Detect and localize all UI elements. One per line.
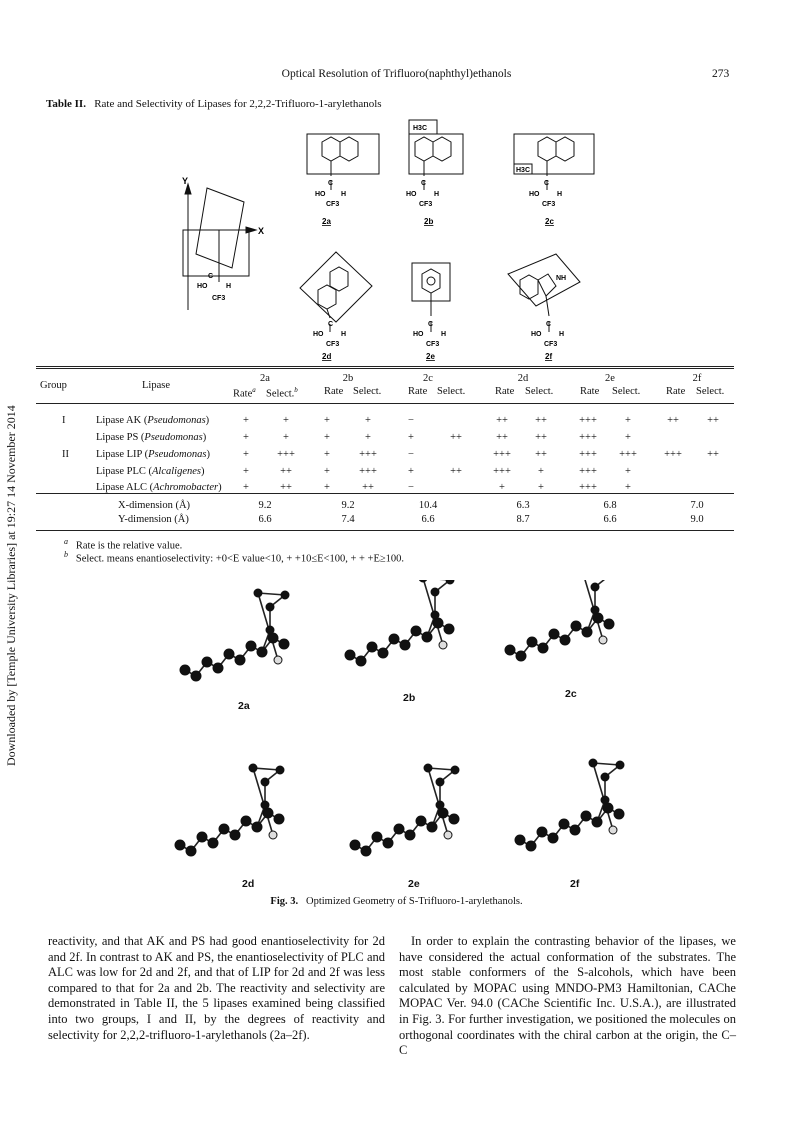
atom	[601, 796, 609, 804]
table-cell: +	[365, 432, 371, 443]
atom	[593, 613, 603, 623]
atom	[266, 603, 274, 611]
table-cell: +++	[664, 449, 682, 460]
atom	[548, 833, 558, 843]
page-number: 273	[712, 68, 730, 80]
atom	[378, 648, 388, 658]
h-label: H	[557, 191, 563, 198]
download-note-text: Downloaded by [Temple University Libraries] at 19:27 14 November 2014	[4, 405, 18, 766]
ho-label: HO	[531, 331, 542, 338]
table-cell: ++	[535, 415, 547, 426]
dimension-value: 9.0	[690, 514, 704, 525]
table-cell: +++	[493, 449, 511, 460]
h-label: H	[434, 191, 440, 198]
cf3-label: CF3	[542, 201, 556, 208]
body-left-column	[48, 934, 385, 1043]
row-lipase	[96, 449, 210, 460]
atom	[405, 830, 415, 840]
c-label: C	[328, 180, 334, 187]
atom	[591, 606, 599, 614]
axis-ho-label: HO	[197, 283, 208, 290]
head-lipase: Lipase	[142, 380, 170, 391]
head-select-2b: Select.	[353, 386, 382, 397]
ho-label: HO	[315, 191, 326, 198]
head-rate-2f: Rate	[666, 386, 686, 397]
atom	[367, 642, 377, 652]
atom	[356, 656, 366, 666]
h-label: H	[341, 191, 347, 198]
axis-c-label: C	[208, 273, 214, 280]
table-rule-top-2	[36, 368, 734, 369]
head-compound-2f: 2f	[692, 373, 702, 384]
table-cell: +++	[579, 432, 597, 443]
table-cell: +	[243, 432, 249, 443]
atom	[269, 831, 277, 839]
atom	[444, 831, 452, 839]
atom	[276, 766, 284, 774]
atom	[422, 632, 432, 642]
table-rule-dims	[36, 493, 734, 494]
table-cell: ++	[450, 432, 462, 443]
ho-label: HO	[529, 191, 540, 198]
atom	[416, 816, 426, 826]
head-group: Group	[40, 380, 67, 391]
atom	[208, 838, 218, 848]
dimension-value: 7.0	[690, 500, 704, 511]
head-rate-text: Rate	[233, 388, 253, 400]
table-cell: +	[625, 415, 631, 426]
dimension-value: 10.4	[418, 500, 438, 511]
atom	[505, 645, 515, 655]
atom	[571, 621, 581, 631]
atom	[582, 627, 592, 637]
atom	[274, 656, 282, 664]
structure-2d-labels	[313, 321, 346, 348]
table-cell: ++	[496, 432, 508, 443]
dimension-value: 6.6	[421, 514, 435, 525]
structure-2e-labels	[413, 321, 446, 348]
dimension-value: 6.8	[603, 500, 617, 511]
dimension-value: 6.3	[516, 500, 530, 511]
atom	[197, 832, 207, 842]
atom	[427, 822, 437, 832]
atom	[527, 637, 537, 647]
lipase-close: )	[206, 449, 210, 460]
table-cell: +	[283, 415, 289, 426]
body-left-text: reactivity, and that AK and PS had good enantioselectivity for 2d and 2f. In contrast to AK and PS, the enantioselectivity of PLC and ALC was low for 2d and 2f, and that of LIP for 2d and 2f was less compared to that for 2a and 2b. The reactivity and selectivity are demonstrated in Table II, the 5 lipases examined being classified into two groups, I and II, by the degrees of reactivity and selectivity for 2,2,2-trifluoro-1-arylethanols (2a–2f).	[48, 934, 385, 1042]
cf3-label: CF3	[326, 341, 340, 348]
molecule-3-model	[505, 580, 614, 661]
h-label: H	[341, 331, 347, 338]
figure-caption-text: Optimized Geometry of S-Trifluoro-1-arylethanols.	[306, 896, 523, 907]
head-select-2a	[266, 386, 298, 400]
atom	[219, 824, 229, 834]
atom	[394, 824, 404, 834]
atom	[609, 826, 617, 834]
footnote-b	[64, 550, 404, 565]
footnote-b-text: Select. means enantioselectivity: +0<E value<10, + +10≤E<100, + + +E≥100.	[75, 553, 405, 565]
atom	[400, 640, 410, 650]
lipase-organism: Pseudomonas	[147, 415, 206, 426]
atom	[444, 624, 454, 634]
c-label: C	[544, 180, 550, 187]
atom	[537, 827, 547, 837]
atom	[614, 809, 624, 819]
atom	[604, 619, 614, 629]
table-caption-text: Rate and Selectivity of Lipases for 2,2,2-Trifluoro-1-arylethanols	[94, 98, 382, 110]
atom	[261, 801, 269, 809]
axis-h-label: H	[226, 283, 232, 290]
lipase-name: Lipase PLC (	[96, 466, 152, 477]
atom	[180, 665, 190, 675]
atom	[261, 778, 269, 786]
atom	[436, 778, 444, 786]
molecule-6-model	[515, 759, 624, 851]
lipase-close: )	[202, 432, 207, 443]
structure-2a-label: 2a	[322, 217, 331, 226]
table-cell: ++	[450, 466, 462, 477]
atom	[191, 671, 201, 681]
atom	[268, 633, 278, 643]
row-lipase	[96, 466, 204, 477]
dimension-value: 6.6	[258, 514, 272, 525]
lipase-close: )	[218, 482, 222, 493]
axis-cf3-label: CF3	[212, 295, 226, 302]
atom	[241, 816, 251, 826]
dimension-value: 6.6	[603, 514, 617, 525]
atom	[446, 580, 454, 584]
table-cell: ++	[362, 482, 374, 493]
structure-2c-methyl: H3C	[516, 167, 531, 174]
head-select-text: Select.	[266, 388, 295, 400]
atom	[603, 803, 613, 813]
ho-label: HO	[406, 191, 417, 198]
table-cell: −	[408, 449, 414, 460]
head-compound-2c: 2c	[423, 373, 433, 384]
atom	[592, 817, 602, 827]
molecule-2-model	[345, 580, 454, 666]
row-lipase	[96, 482, 222, 493]
structure-2f-nh: NH	[556, 275, 567, 282]
h-label: H	[559, 331, 565, 338]
axis-x-label: X	[258, 226, 265, 236]
atom	[591, 583, 599, 591]
structure-2f-labels	[531, 321, 564, 348]
atom	[372, 832, 382, 842]
structures-figure	[0, 110, 793, 365]
dimension-label: Y-dimension (Å)	[118, 514, 189, 525]
table-cell: +	[324, 449, 330, 460]
molecule-4-model	[175, 764, 284, 856]
footnote-a-mark: a	[64, 537, 68, 546]
structure-2a-labels	[315, 180, 346, 208]
head-rate-2e: Rate	[580, 386, 600, 397]
table-cell: ++	[535, 432, 547, 443]
atom	[538, 643, 548, 653]
table-cell: ++	[496, 415, 508, 426]
atom	[515, 835, 525, 845]
atom	[601, 773, 609, 781]
figure-label: Fig. 3.	[270, 896, 299, 907]
head-select-2d: Select.	[525, 386, 554, 397]
dimension-value: 8.7	[516, 514, 530, 525]
optimized-geometry-figure	[0, 580, 793, 890]
table-cell: +++	[277, 449, 295, 460]
atom	[526, 841, 536, 851]
ho-label: HO	[413, 331, 424, 338]
h-label: H	[441, 331, 447, 338]
structure-2d-label: 2d	[322, 352, 332, 361]
atom	[350, 840, 360, 850]
atom	[186, 846, 196, 856]
table-cell: +++	[359, 466, 377, 477]
dimension-label: X-dimension (Å)	[118, 500, 191, 511]
head-select-2c: Select.	[437, 386, 466, 397]
table-cell: +++	[493, 466, 511, 477]
atom	[549, 629, 559, 639]
head-compound-2d: 2d	[517, 373, 529, 384]
atom	[345, 650, 355, 660]
lipase-close: )	[205, 415, 210, 426]
table-rule-mid	[36, 403, 734, 404]
atom	[589, 759, 597, 767]
table-cell: +++	[359, 449, 377, 460]
atom	[266, 626, 274, 634]
table-cell: +	[408, 432, 414, 443]
c-label: C	[546, 321, 552, 328]
atom	[433, 618, 443, 628]
structure-2b-labels	[406, 180, 439, 208]
dimension-value: 9.2	[258, 500, 272, 511]
coordinate-axes	[183, 184, 256, 310]
axis-group	[197, 273, 231, 302]
dimension-value: 9.2	[341, 500, 355, 511]
table-cell: ++	[707, 449, 719, 460]
table-label: Table II.	[46, 98, 86, 110]
atom	[559, 819, 569, 829]
atom	[252, 822, 262, 832]
row-lipase	[96, 415, 209, 426]
atom	[257, 647, 267, 657]
table-cell: +	[243, 415, 249, 426]
table-cell: +	[324, 466, 330, 477]
lipase-organism: Alcaligenes	[152, 466, 201, 477]
cf3-label: CF3	[544, 341, 558, 348]
structure-2f-label: 2f	[545, 352, 553, 361]
row-lipase	[96, 432, 206, 443]
atom	[279, 639, 289, 649]
table-cell: ++	[707, 415, 719, 426]
atom	[274, 814, 284, 824]
table-cell: +	[625, 482, 631, 493]
table-cell: +++	[579, 466, 597, 477]
structure-2f	[508, 254, 580, 332]
atom	[389, 634, 399, 644]
molecule-models	[175, 580, 624, 856]
c-label: C	[421, 180, 427, 187]
atom	[599, 636, 607, 644]
head-rate-2c: Rate	[408, 386, 428, 397]
molecule-1-model	[180, 589, 289, 681]
atom	[175, 840, 185, 850]
molecule-2b-label: 2b	[403, 692, 416, 704]
atom	[436, 801, 444, 809]
table-cell: +++	[619, 449, 637, 460]
atom	[411, 626, 421, 636]
lipase-organism: Achromobacter	[153, 482, 219, 493]
table-cell: +	[365, 415, 371, 426]
table-cell: +	[538, 466, 544, 477]
atom	[516, 651, 526, 661]
atom	[451, 766, 459, 774]
running-title: Optical Resolution of Trifluoro(naphthyl)ethanols	[281, 68, 512, 80]
structure-2b-methyl: H3C	[413, 125, 428, 132]
table-cell: ++	[667, 415, 679, 426]
cf3-label: CF3	[419, 201, 433, 208]
head-rate-2a	[233, 386, 256, 400]
atom	[202, 657, 212, 667]
table-cell: +	[324, 482, 330, 493]
atom	[570, 825, 580, 835]
structure-2c	[514, 134, 594, 190]
head-select-2e: Select.	[612, 386, 641, 397]
atom	[419, 580, 427, 582]
table-caption	[46, 98, 382, 110]
molecule-2e-label: 2e	[408, 878, 420, 890]
footnote-mark-b: b	[294, 386, 298, 394]
table-cell: ++	[280, 482, 292, 493]
atom	[581, 811, 591, 821]
body-right-text: In order to explain the contrasting behavior of the lipases, we have considered the actual conformation of the substrates. The most stable conformers of the S-alcohols, which have been calculated by MOPAC using MNDO-PM3 Hamiltonian, CAChe MOPAC Ver. 94.0 (CAChe Scientific Inc. U.S.A.), are illustrated in Fig. 3. For further investigation, we positioned the molecules on orthogonal coordinates with the chiral carbon at the origin, the C–C	[399, 934, 736, 1058]
table-cell: +	[324, 415, 330, 426]
molecule-2a-label: 2a	[238, 700, 250, 712]
row-group: II	[62, 449, 69, 460]
head-compound-2a: 2a	[260, 373, 270, 384]
table-cell: +	[243, 482, 249, 493]
atom	[431, 588, 439, 596]
table-cell: ++	[535, 449, 547, 460]
lipase-name: Lipase LIP (	[96, 449, 149, 460]
structure-2c-label: 2c	[545, 217, 554, 226]
structure-2e-label: 2e	[426, 352, 435, 361]
head-compound-2e: 2e	[605, 373, 615, 384]
atom	[439, 641, 447, 649]
table-cell: +	[324, 432, 330, 443]
footnote-mark-a: a	[252, 386, 256, 394]
table-rule-top	[36, 366, 734, 367]
table-cell: +	[538, 482, 544, 493]
head-rate-2d: Rate	[495, 386, 515, 397]
body-right-column	[399, 934, 736, 1059]
head-rate-2b: Rate	[324, 386, 344, 397]
structure-2c-labels	[529, 180, 562, 208]
structure-2a	[307, 134, 379, 190]
structure-2b-label: 2b	[424, 217, 434, 226]
lipase-name: Lipase ALC (	[96, 482, 154, 493]
table-cell: +	[283, 432, 289, 443]
axis-y-label: Y	[182, 176, 189, 186]
atom	[383, 838, 393, 848]
molecule-5-model	[350, 764, 459, 856]
atom	[254, 589, 262, 597]
structure-2d	[300, 252, 372, 332]
table-cell: +	[243, 449, 249, 460]
c-label: C	[428, 321, 434, 328]
table-cell: −	[408, 415, 414, 426]
atom	[246, 641, 256, 651]
dimension-value: 7.4	[341, 514, 355, 525]
cf3-label: CF3	[326, 201, 340, 208]
head-select-2f: Select.	[696, 386, 725, 397]
table-cell: ++	[280, 466, 292, 477]
table-cell: +	[625, 432, 631, 443]
table-cell: −	[408, 482, 414, 493]
lipase-organism: Pseudomonas	[144, 432, 203, 443]
atom	[224, 649, 234, 659]
atom	[438, 808, 448, 818]
atom	[235, 655, 245, 665]
atom	[230, 830, 240, 840]
table-rule-bottom	[36, 530, 734, 531]
lipase-organism: Pseudomonas	[148, 449, 207, 460]
table-cell: +++	[579, 415, 597, 426]
atom	[361, 846, 371, 856]
molecule-2c-label: 2c	[565, 688, 577, 700]
footnote-a-text: Rate is the relative value.	[75, 540, 183, 552]
ho-label: HO	[313, 331, 324, 338]
figure-caption	[0, 896, 793, 907]
head-compound-2b: 2b	[342, 373, 354, 384]
molecule-2d-label: 2d	[242, 878, 255, 890]
c-label: C	[328, 321, 334, 328]
lipase-name: Lipase AK (	[96, 415, 148, 426]
atom	[449, 814, 459, 824]
lipase-close: )	[200, 466, 205, 477]
molecule-2f-label: 2f	[570, 878, 580, 890]
table-cell: +	[625, 466, 631, 477]
atom	[424, 764, 432, 772]
atom	[560, 635, 570, 645]
lipase-name: Lipase PS (	[96, 432, 145, 443]
table-cell: +++	[579, 449, 597, 460]
table-cell: +	[499, 482, 505, 493]
cf3-label: CF3	[426, 341, 440, 348]
row-group: I	[62, 415, 66, 426]
footnote-b-mark: b	[64, 550, 68, 559]
atom	[616, 761, 624, 769]
atom	[431, 611, 439, 619]
table-cell: +++	[579, 482, 597, 493]
atom	[281, 591, 289, 599]
table-cell: +	[243, 466, 249, 477]
atom	[263, 808, 273, 818]
atom	[213, 663, 223, 673]
atom	[249, 764, 257, 772]
table-cell: +	[408, 466, 414, 477]
